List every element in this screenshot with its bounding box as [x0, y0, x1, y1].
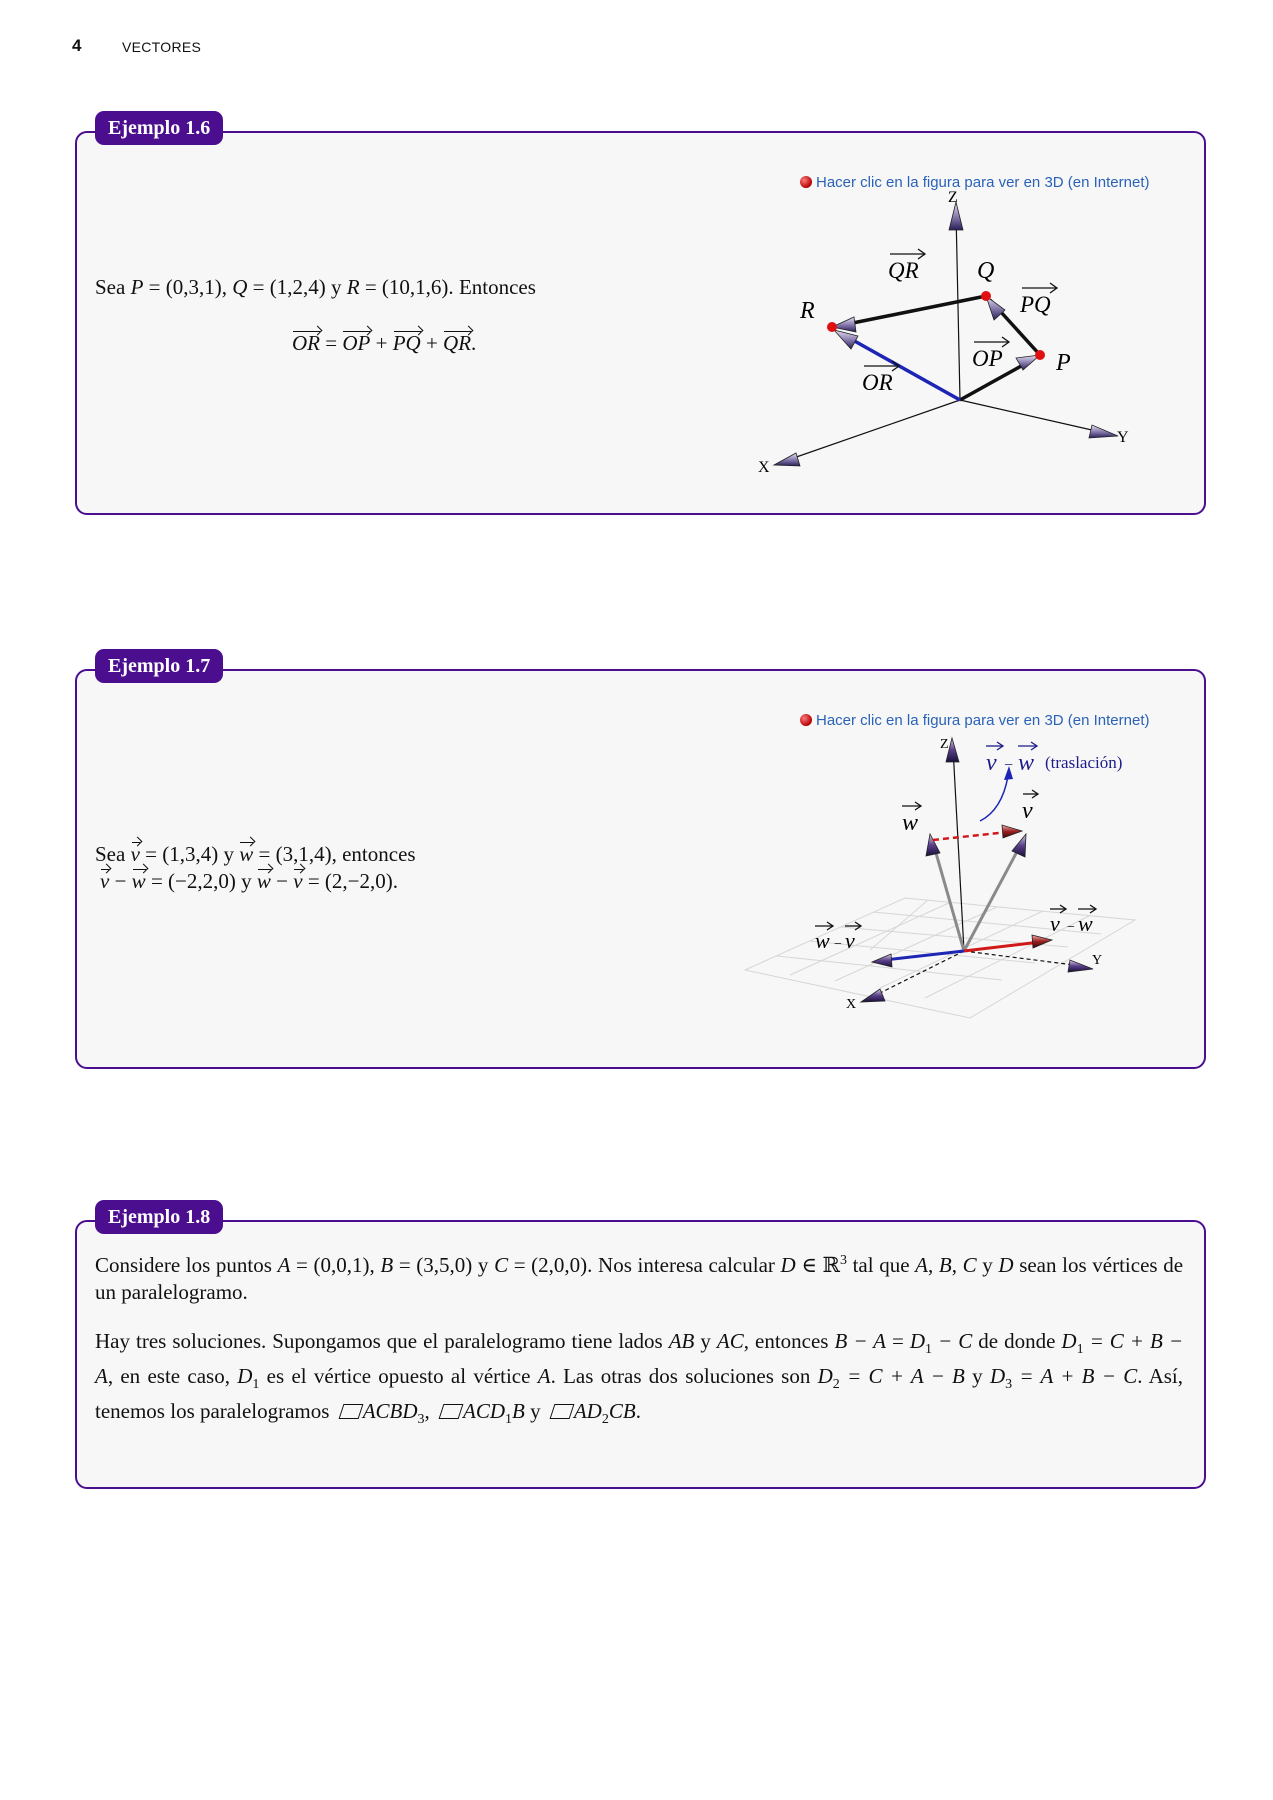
point-b: B	[512, 1399, 525, 1424]
svg-text:v: v	[1022, 798, 1033, 824]
label-traslacion: (traslación)	[1045, 753, 1123, 772]
plus-sign: +	[420, 331, 444, 355]
label-v-minus-w-top	[986, 742, 1037, 776]
q-value: = (1,2,4)	[247, 275, 326, 299]
parallelogram-icon	[439, 1404, 464, 1419]
label-pq	[1019, 283, 1057, 317]
label-p: P	[1056, 350, 1071, 376]
y-axis	[964, 951, 1082, 966]
word-y: y	[235, 869, 257, 893]
point-d: D	[998, 1253, 1014, 1277]
y-axis	[960, 400, 1105, 433]
svg-text:−: −	[1067, 920, 1075, 935]
point-c: C	[494, 1253, 509, 1277]
minus-sign: −	[109, 869, 132, 893]
b-value: = (3,5,0)	[393, 1253, 473, 1277]
red-ball-icon	[800, 176, 812, 188]
vector-w: w	[257, 865, 271, 895]
point-d: D	[780, 1253, 796, 1277]
text-segment: tal que	[846, 1253, 916, 1277]
z-axis-arrow-icon	[949, 202, 963, 230]
point-p-dot	[1035, 350, 1045, 360]
label-or	[862, 361, 899, 395]
expr-c-plus-b-minus-a: = C + B − A	[95, 1329, 1183, 1389]
subscript: 1	[252, 1377, 260, 1393]
point-a: A	[537, 1364, 551, 1389]
vector-w-minus-v-arrow-icon	[872, 954, 892, 967]
example-1-6-statement	[95, 274, 536, 301]
pgram-cb: CB	[608, 1399, 636, 1424]
svg-text:w: w	[1018, 750, 1035, 776]
r-value: = (10,1,6).	[359, 275, 454, 299]
a-value: = (0,0,1),	[290, 1253, 381, 1277]
example-1-8-tag: Ejemplo 1.8	[95, 1200, 223, 1234]
period: .	[635, 1399, 641, 1424]
w-value: = (3,1,4)	[253, 842, 332, 866]
point-d: D	[237, 1364, 253, 1389]
word-y: y	[325, 275, 347, 299]
point-d: D	[817, 1364, 833, 1389]
z-axis-label: Z	[948, 189, 958, 206]
svg-text:w: w	[815, 928, 830, 953]
label-q: Q	[977, 258, 995, 284]
c-value: = (2,0,0). Nos interesa calcular	[508, 1253, 781, 1277]
example-1-7-tag: Ejemplo 1.7	[95, 649, 223, 683]
example-1-8-paragraph-2	[95, 1328, 1183, 1434]
expr-a-plus-b-minus-c: = A + B − C	[1012, 1364, 1138, 1389]
label-w-minus-v	[815, 922, 861, 953]
word-sea: Sea	[95, 842, 131, 866]
vector-op: OP	[342, 327, 370, 357]
example-1-8-paragraph-1	[95, 1247, 1183, 1306]
expr-minus-c: − C	[932, 1329, 973, 1353]
svg-text:−: −	[834, 937, 842, 952]
svg-text:OP: OP	[972, 346, 1003, 371]
point-p: P	[130, 275, 144, 299]
x-axis-arrow-icon	[774, 453, 800, 466]
vector-v-arrow-icon	[1012, 834, 1026, 857]
svg-text:−: −	[1004, 757, 1014, 774]
translated-arrow-icon	[1002, 825, 1022, 838]
point-a: A	[915, 1253, 928, 1277]
y-axis-arrow-icon	[1068, 960, 1093, 972]
vector-qr: QR	[443, 327, 471, 357]
point-d: D	[1061, 1329, 1077, 1353]
point-d: D	[909, 1329, 926, 1353]
point-b: B	[938, 1253, 952, 1277]
word-y: y	[976, 1253, 999, 1277]
comma: ,	[928, 1253, 939, 1277]
label-w	[902, 802, 921, 836]
y-axis-label: Y	[1092, 953, 1103, 968]
page-number: 4	[72, 36, 82, 55]
text-segment: es el vértice opuesto al vértice	[259, 1364, 538, 1389]
text-segment: . Las otras dos soluciones son	[550, 1364, 818, 1389]
vector-w-arrow-icon	[926, 834, 940, 856]
x-axis	[782, 400, 960, 462]
comma: ,	[424, 1399, 436, 1424]
point-r: R	[346, 275, 360, 299]
example-1-7-figure[interactable]	[740, 728, 1180, 1028]
x-axis-label: X	[846, 997, 857, 1012]
x-axis-label: X	[758, 459, 770, 476]
word-entonces: Entonces	[453, 275, 536, 299]
z-axis-label: Z	[940, 737, 949, 752]
svg-text:OR: OR	[862, 370, 893, 395]
example-1-7-3d-link[interactable]	[800, 712, 1150, 729]
text-segment: de donde	[972, 1329, 1062, 1353]
equals-sign: =	[320, 331, 343, 355]
p-value: = (0,3,1),	[143, 275, 227, 299]
vector-or-line	[842, 334, 960, 400]
subscript: 1	[1076, 1342, 1084, 1358]
label-r: R	[800, 298, 815, 324]
subscript: 1	[925, 1342, 933, 1358]
link-text: Hacer clic en la figura para ver en 3D (en Internet)	[816, 174, 1150, 191]
example-1-6-figure[interactable]	[750, 189, 1190, 476]
word-y: y	[218, 842, 240, 866]
subscript: 2	[601, 1412, 609, 1428]
side-ac: AC	[716, 1329, 744, 1353]
v-value: = (1,3,4)	[139, 842, 219, 866]
v-minus-w-value: = (−2,2,0)	[145, 869, 236, 893]
xy-grid	[745, 898, 1135, 1018]
text-segment: sean los vértices de un paralelogramo.	[95, 1253, 1184, 1304]
subscript: 3	[1005, 1377, 1013, 1393]
vector-w: w	[239, 838, 253, 868]
vector-or-arrow-icon	[834, 330, 858, 349]
vector-pq: PQ	[393, 327, 421, 357]
text-segment: Hay tres soluciones. Supongamos que el paralelogramo tiene lados	[95, 1329, 669, 1353]
minus-sign: −	[270, 869, 294, 893]
point-c: C	[962, 1253, 977, 1277]
word-y: y	[694, 1329, 717, 1353]
superscript: 3	[839, 1253, 847, 1268]
text-segment: . Así, tenemos los paralelogramos	[95, 1364, 1184, 1424]
text-segment: Considere los puntos	[95, 1253, 278, 1277]
vector-or: OR	[292, 327, 320, 357]
word-y: y	[472, 1253, 495, 1277]
chapter-title: VECTORES	[122, 39, 202, 55]
translated-v-minus-w	[933, 832, 1008, 840]
word-sea: Sea	[95, 275, 126, 299]
point-a: A	[277, 1253, 291, 1277]
pgram-acbd: ACBD	[362, 1399, 418, 1424]
z-axis	[956, 212, 960, 400]
word-entonces: , entonces	[331, 842, 416, 866]
vector-v: v	[293, 865, 302, 895]
parallelogram-icon	[338, 1404, 363, 1419]
svg-text:w: w	[1078, 911, 1093, 936]
period: .	[471, 331, 477, 355]
vector-qr-line	[838, 296, 986, 326]
expr-c-plus-a-minus-b: = C + A − B	[839, 1364, 965, 1389]
pgram-ad: AD	[573, 1399, 602, 1424]
subscript: 1	[505, 1412, 513, 1428]
plus-sign: +	[370, 331, 393, 355]
word-y: y	[524, 1399, 546, 1424]
word-y: y	[964, 1364, 990, 1389]
vector-v: v	[131, 838, 140, 868]
svg-text:w: w	[902, 810, 919, 836]
expr-b-minus-a: B − A	[834, 1329, 886, 1353]
parallelogram-icon	[549, 1404, 574, 1419]
point-b: B	[380, 1253, 394, 1277]
label-qr	[888, 249, 925, 283]
element-of-r: ∈ ℝ	[795, 1253, 840, 1277]
svg-text:v: v	[845, 928, 855, 953]
svg-text:PQ: PQ	[1020, 292, 1051, 317]
point-q: Q	[232, 275, 248, 299]
link-text: Hacer clic en la figura para ver en 3D (en Internet)	[816, 712, 1150, 729]
example-1-6-equation	[292, 327, 476, 357]
subscript: 2	[832, 1377, 840, 1393]
point-r-dot	[827, 322, 837, 332]
red-ball-icon	[800, 714, 812, 726]
equals-sign: =	[885, 1329, 910, 1353]
svg-text:v: v	[1050, 911, 1060, 936]
translation-arrow	[980, 776, 1008, 821]
pgram-acd: ACD	[463, 1399, 506, 1424]
svg-text:v: v	[986, 750, 997, 776]
subscript: 3	[417, 1412, 425, 1428]
vector-w: w	[132, 865, 146, 895]
text-segment: , en este caso,	[107, 1364, 238, 1389]
vector-v: v	[100, 865, 109, 895]
point-q-dot	[981, 291, 991, 301]
comma: ,	[951, 1253, 963, 1277]
example-1-6-3d-link[interactable]	[800, 174, 1150, 191]
text-segment: , entonces	[743, 1329, 835, 1353]
example-1-6-tag: Ejemplo 1.6	[95, 111, 223, 145]
y-axis-arrow-icon	[1089, 425, 1118, 438]
vector-v-minus-w-arrow-icon	[1032, 935, 1052, 948]
y-axis-label: Y	[1117, 429, 1129, 446]
label-v-minus-w	[1050, 905, 1096, 936]
w-minus-v-value: = (2,−2,0).	[302, 869, 398, 893]
svg-text:QR: QR	[888, 258, 919, 283]
point-d: D	[989, 1364, 1006, 1389]
example-1-7-result	[100, 865, 398, 895]
label-v	[1022, 790, 1038, 824]
label-op	[972, 337, 1009, 371]
side-ab: AB	[668, 1329, 695, 1353]
